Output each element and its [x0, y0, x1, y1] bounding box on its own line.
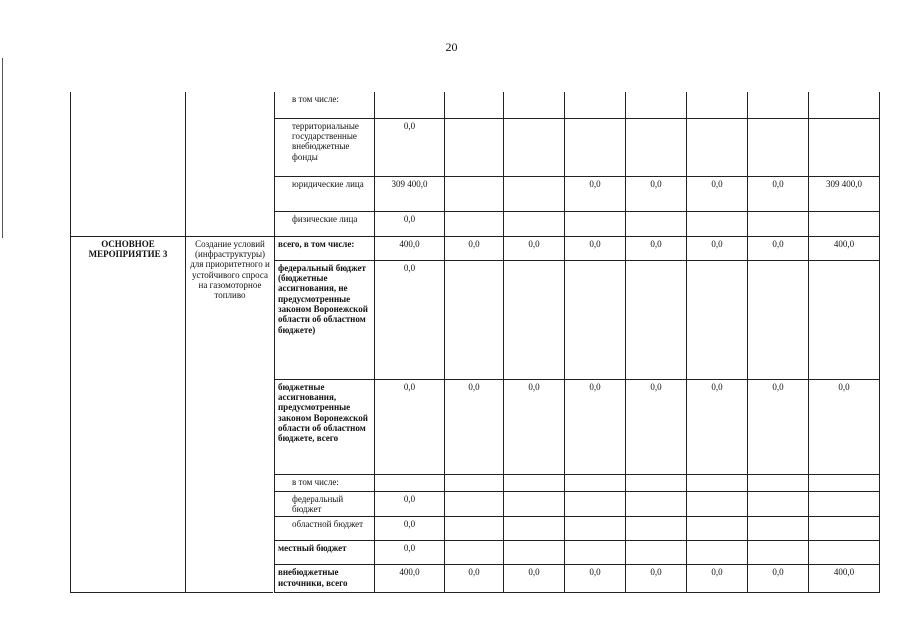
value-cell [445, 92, 504, 118]
value-cell: 0,0 [504, 236, 565, 260]
value-cell: 0,0 [687, 236, 748, 260]
value-cell [626, 211, 687, 236]
value-cell: 400,0 [809, 236, 880, 260]
table-row [71, 92, 880, 118]
value-cell: 0,0 [626, 565, 687, 593]
value-cell: 309 400,0 [375, 176, 445, 211]
value-cell: 0,0 [375, 260, 445, 379]
value-cell [809, 474, 880, 491]
value-cell [748, 118, 809, 176]
value-cell [445, 541, 504, 565]
value-cell: 0,0 [565, 236, 626, 260]
row-label: в том числе: [275, 474, 375, 491]
empty-measure-cell [71, 92, 186, 236]
value-cell [445, 176, 504, 211]
value-cell [687, 541, 748, 565]
budget-table [70, 92, 880, 593]
value-cell [687, 92, 748, 118]
value-cell: 0,0 [375, 211, 445, 236]
empty-description-cell [186, 92, 275, 236]
value-cell [687, 474, 748, 491]
value-cell: 0,0 [375, 118, 445, 176]
value-cell: 0,0 [565, 176, 626, 211]
value-cell [565, 118, 626, 176]
left-margin-line [2, 58, 3, 238]
value-cell [504, 541, 565, 565]
value-cell [445, 517, 504, 541]
value-cell [565, 474, 626, 491]
value-cell: 0,0 [375, 541, 445, 565]
value-cell [445, 118, 504, 176]
table-row [71, 236, 880, 260]
value-cell [504, 517, 565, 541]
value-cell [626, 517, 687, 541]
value-cell: 0,0 [748, 236, 809, 260]
value-cell: 0,0 [748, 379, 809, 474]
value-cell [748, 517, 809, 541]
value-cell [748, 491, 809, 517]
value-cell: 0,0 [504, 565, 565, 593]
value-cell: 0,0 [626, 379, 687, 474]
value-cell [375, 92, 445, 118]
value-cell [809, 118, 880, 176]
value-cell [445, 474, 504, 491]
value-cell [748, 541, 809, 565]
row-label: местный бюджет [275, 541, 375, 565]
value-cell [504, 260, 565, 379]
value-cell [687, 118, 748, 176]
value-cell [687, 491, 748, 517]
value-cell: 400,0 [375, 236, 445, 260]
value-cell: 0,0 [445, 236, 504, 260]
value-cell [375, 474, 445, 491]
value-cell: 400,0 [375, 565, 445, 593]
row-label: всего, в том числе: [275, 236, 375, 260]
value-cell [748, 260, 809, 379]
measure-description: Создание условий (инфраструктуры) для приоритетного и устойчивого спроса на газомоторное топливо [186, 236, 275, 593]
value-cell [504, 118, 565, 176]
value-cell: 0,0 [375, 517, 445, 541]
value-cell [748, 92, 809, 118]
value-cell [809, 211, 880, 236]
value-cell [809, 541, 880, 565]
value-cell [565, 517, 626, 541]
value-cell [748, 474, 809, 491]
value-cell [565, 491, 626, 517]
row-label: в том числе: [275, 92, 375, 118]
value-cell: 0,0 [375, 379, 445, 474]
row-label: бюджетные ассигнования, предусмотренные законом Воронежской области об областном бюджете, всего [275, 379, 375, 474]
page-number: 20 [445, 40, 458, 54]
row-label: федеральный бюджет (бюджетные ассигнования, не предусмотренные законом Воронежской области об областном бюджете) [275, 260, 375, 379]
value-cell: 0,0 [748, 565, 809, 593]
value-cell [809, 92, 880, 118]
value-cell [748, 211, 809, 236]
table-bottom-line [70, 592, 273, 593]
value-cell [504, 92, 565, 118]
value-cell: 0,0 [565, 379, 626, 474]
value-cell [504, 491, 565, 517]
value-cell: 0,0 [504, 379, 565, 474]
value-cell: 0,0 [687, 379, 748, 474]
value-cell: 0,0 [687, 176, 748, 211]
value-cell: 0,0 [748, 176, 809, 211]
value-cell [809, 517, 880, 541]
value-cell: 0,0 [809, 379, 880, 474]
value-cell [626, 491, 687, 517]
table-body [71, 92, 880, 593]
value-cell [445, 260, 504, 379]
row-label: федеральный бюджет [275, 491, 375, 517]
value-cell [445, 491, 504, 517]
value-cell [565, 541, 626, 565]
value-cell [565, 260, 626, 379]
value-cell [626, 260, 687, 379]
value-cell [809, 491, 880, 517]
row-label: внебюджетные источники, всего [275, 565, 375, 593]
value-cell: 0,0 [565, 565, 626, 593]
row-label: областной бюджет [275, 517, 375, 541]
value-cell [504, 176, 565, 211]
value-cell [626, 541, 687, 565]
value-cell [626, 118, 687, 176]
value-cell: 0,0 [687, 565, 748, 593]
value-cell [565, 92, 626, 118]
value-cell [504, 211, 565, 236]
value-cell: 0,0 [375, 491, 445, 517]
value-cell [626, 92, 687, 118]
value-cell [687, 517, 748, 541]
value-cell [445, 211, 504, 236]
value-cell: 309 400,0 [809, 176, 880, 211]
value-cell: 0,0 [445, 379, 504, 474]
value-cell [504, 474, 565, 491]
value-cell [687, 260, 748, 379]
value-cell: 0,0 [626, 176, 687, 211]
measure-title: ОСНОВНОЕ МЕРОПРИЯТИЕ 3 [71, 236, 186, 593]
value-cell [687, 211, 748, 236]
value-cell: 0,0 [626, 236, 687, 260]
value-cell [809, 260, 880, 379]
value-cell: 0,0 [445, 565, 504, 593]
value-cell [565, 211, 626, 236]
value-cell [626, 474, 687, 491]
value-cell: 400,0 [809, 565, 880, 593]
row-label: юридические лица [275, 176, 375, 211]
row-label: территориальные государственные внебюджетные фонды [275, 118, 375, 176]
row-label: физические лица [275, 211, 375, 236]
